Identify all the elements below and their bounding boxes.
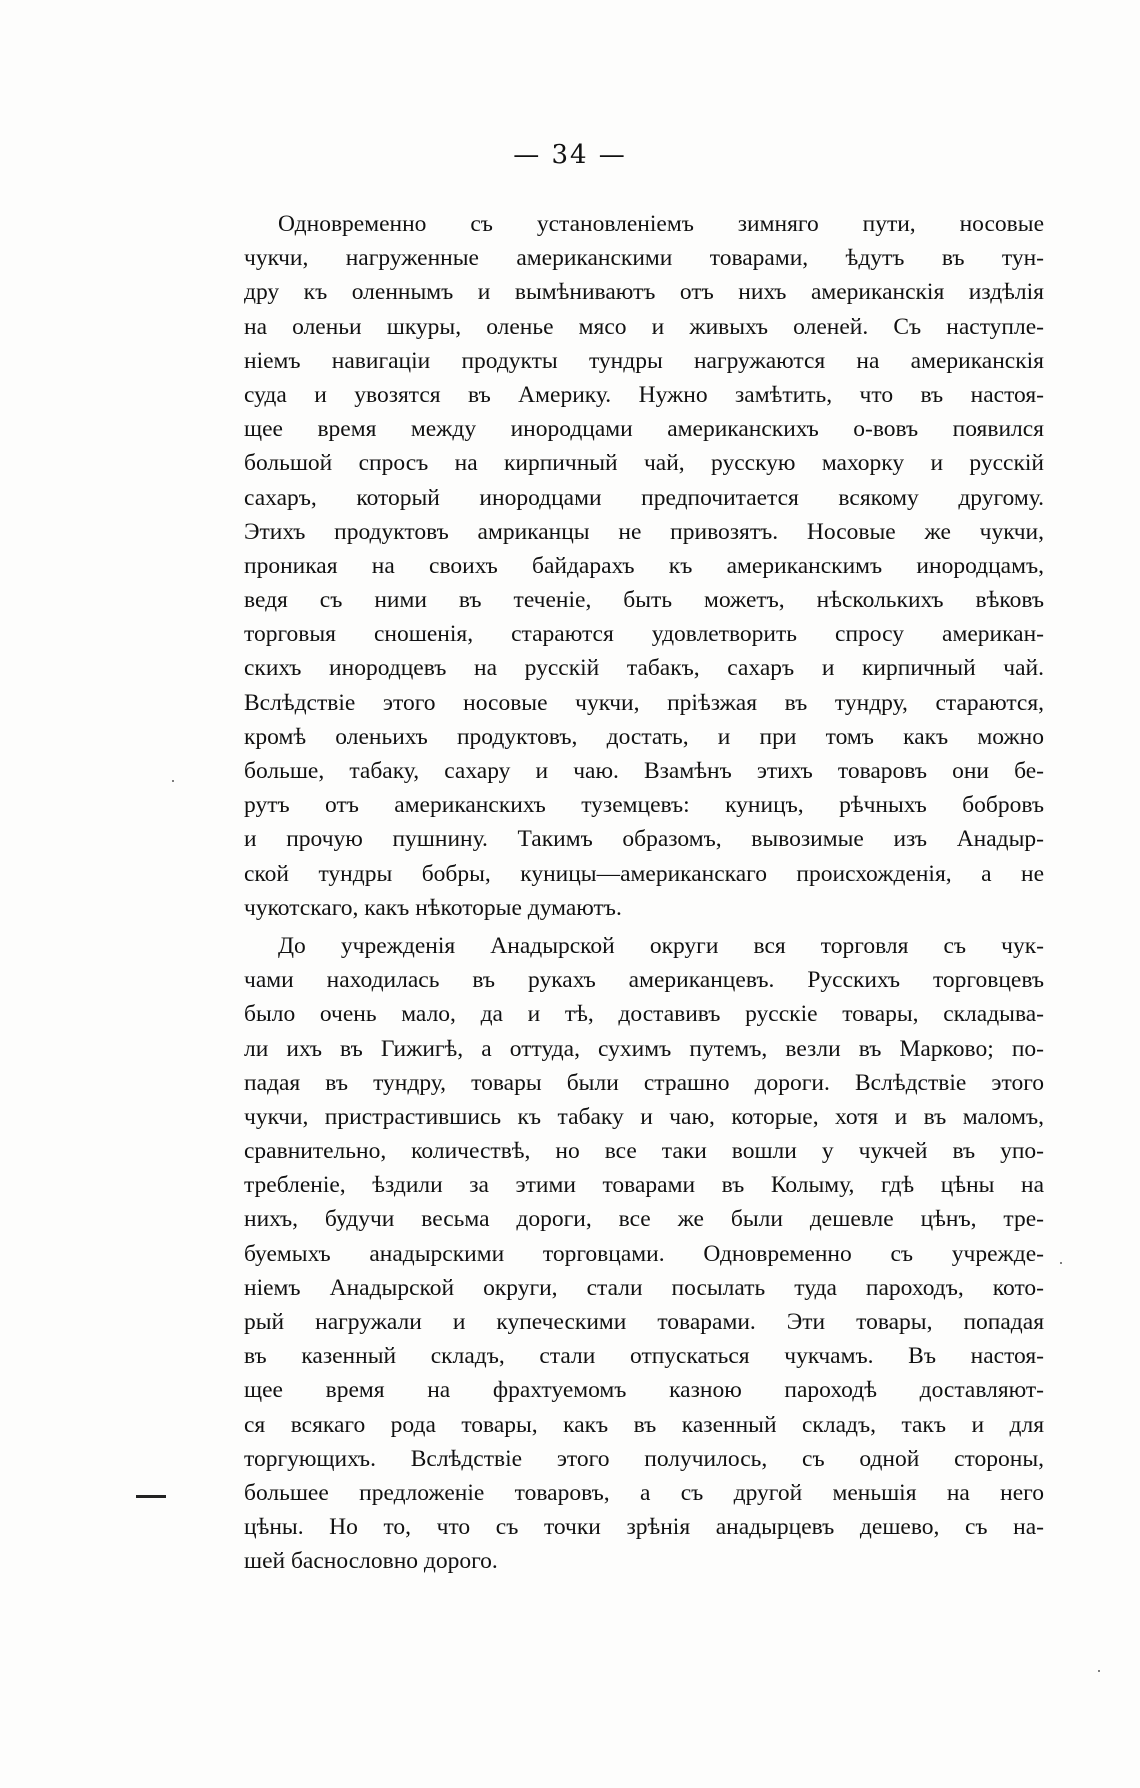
text-line: скихъ инородцевъ на русскій табакъ, сахаръ и кирпичный чай. bbox=[244, 655, 1044, 682]
text-line: торгующихъ. Вслѣдствіе этого получилось, съ одной стороны, bbox=[244, 1445, 1044, 1472]
text-line: ской тундры бобры, куницы—американскаго происхожденія, а не bbox=[244, 860, 1044, 887]
text-line: чукчи, пристрастившись къ табаку и чаю, которые, хотя и въ маломъ, bbox=[244, 1103, 1044, 1130]
text-line: щее время между инородцами американскихъ о-вовъ появился bbox=[244, 416, 1044, 443]
text-line: дру къ оленнымъ и вымѣниваютъ отъ нихъ американскія издѣлія bbox=[244, 279, 1044, 306]
text-line: цѣны. Но то, что съ точки зрѣнія анадырцевъ дешево, съ на- bbox=[244, 1514, 1044, 1541]
text-line: ли ихъ въ Гижигѣ, а оттуда, сухимъ путемъ, везли въ Марково; по- bbox=[244, 1035, 1044, 1062]
paragraph-1 bbox=[244, 207, 1044, 925]
text-line: падая въ тундру, товары были страшно дороги. Вслѣдствіе этого bbox=[244, 1069, 1044, 1096]
text-line: кромѣ оленьихъ продуктовъ, достать, и при томъ какъ можно bbox=[244, 723, 1044, 750]
text-line: сравнительно, количествѣ, но все таки вошли у чукчей въ упо- bbox=[244, 1138, 1044, 1165]
text-line: шей баснословно дорого. bbox=[244, 1548, 498, 1575]
text-line: Этихъ продуктовъ амриканцы не привозятъ. Носовые же чукчи, bbox=[244, 518, 1044, 545]
paragraph-2 bbox=[244, 929, 1044, 1579]
text-line: щее время на фрахтуемомъ казною пароходѣ доставляют- bbox=[244, 1377, 1044, 1404]
scan-speck bbox=[172, 780, 174, 782]
text-line: рутъ отъ американскихъ туземцевъ: куницъ, рѣчныхъ бобровъ bbox=[244, 792, 1044, 819]
text-line: и прочую пушнину. Такимъ образомъ, вывозимые изъ Анадыр- bbox=[244, 826, 1044, 853]
text-line: чами находилась въ рукахъ американцевъ. Русскихъ торговцевъ bbox=[244, 967, 1044, 994]
text-line: ведя съ ними въ теченіе, быть можетъ, нѣсколькихъ вѣковъ bbox=[244, 587, 1044, 614]
text-line: ніемъ навигаціи продукты тундры нагружаются на американскія bbox=[244, 347, 1044, 374]
text-line: чукотскаго, какъ нѣкоторые думаютъ. bbox=[244, 894, 622, 921]
text-line: большее предложеніе товаровъ, а съ другой меньшія на него bbox=[244, 1479, 1044, 1506]
text-line: большой спросъ на кирпичный чай, русскую махорку и русскій bbox=[244, 450, 1044, 477]
page-number: — 34 — bbox=[513, 140, 627, 170]
text-line: ніемъ Анадырской округи, стали посылать туда пароходъ, кото- bbox=[244, 1274, 1044, 1301]
text-line: ся всякаго рода товары, какъ въ казенный складъ, такъ и для bbox=[244, 1411, 1044, 1438]
text-line: чукчи, нагруженные американскими товарами, ѣдутъ въ тун- bbox=[244, 245, 1044, 272]
margin-dash-mark bbox=[136, 1495, 166, 1498]
text-line: въ казенный складъ, стали отпускаться чукчамъ. Въ настоя- bbox=[244, 1343, 1044, 1370]
text-line: Вслѣдствіе этого носовые чукчи, пріѣзжая въ тундру, стараются, bbox=[244, 689, 1044, 716]
scan-speck bbox=[1060, 1262, 1062, 1264]
text-line: сахаръ, который инородцами предпочитается всякому другому. bbox=[244, 484, 1044, 511]
text-line: До учрежденія Анадырской округи вся торговля съ чук- bbox=[278, 932, 1044, 959]
text-line: нихъ, будучи весьма дороги, все же были дешевле цѣнъ, тре- bbox=[244, 1206, 1044, 1233]
text-line: требленіе, ѣздили за этими товарами въ Колыму, гдѣ цѣны на bbox=[244, 1172, 1044, 1199]
scan-speck bbox=[1098, 1670, 1100, 1672]
body-text bbox=[244, 207, 1044, 1579]
text-line: больше, табаку, сахару и чаю. Взамѣнъ этихъ товаровъ они бе- bbox=[244, 758, 1044, 784]
text-line: торговыя сношенія, стараются удовлетворить спросу американ- bbox=[244, 621, 1044, 648]
text-line: на оленьи шкуры, оленье мясо и живыхъ оленей. Съ наступле- bbox=[244, 313, 1044, 340]
text-line: буемыхъ анадырскими торговцами. Одновременно съ учрежде- bbox=[244, 1240, 1044, 1267]
text-line: Одновременно съ установленіемъ зимняго пути, носовые bbox=[278, 211, 1044, 237]
text-line: рый нагружали и купеческими товарами. Эти товары, попадая bbox=[244, 1309, 1044, 1335]
text-line: проникая на своихъ байдарахъ къ американскимъ инородцамъ, bbox=[244, 552, 1044, 579]
text-line: было очень мало, да и тѣ, доставивъ русскіе товары, складыва- bbox=[244, 1001, 1044, 1028]
text-line: суда и увозятся въ Америку. Нужно замѣтить, что въ настоя- bbox=[244, 381, 1044, 408]
